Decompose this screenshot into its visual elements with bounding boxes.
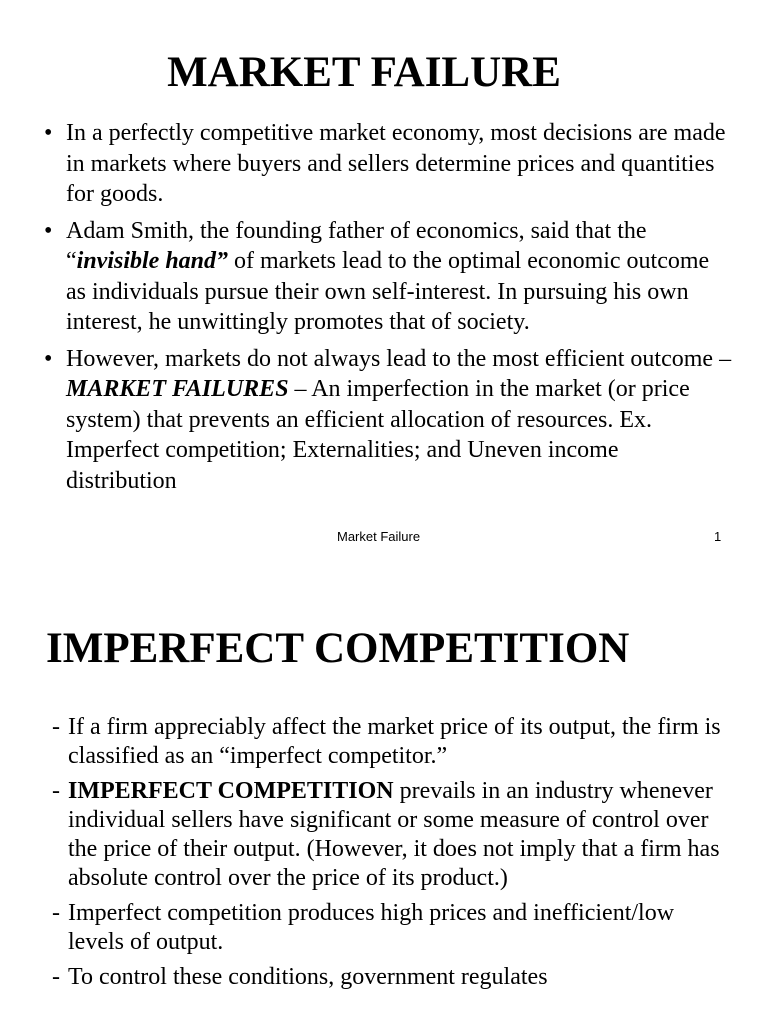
- dash-item: [52, 899, 722, 957]
- dash-list: [52, 713, 722, 998]
- bullet-list: [44, 118, 734, 502]
- dash-item: [52, 713, 722, 771]
- bullet-item: [44, 216, 734, 338]
- bullet-text-lead: Adam Smith, the founding father of economics, said that the “: [66, 217, 647, 274]
- dash-glyph: -: [52, 778, 60, 804]
- bullet-glyph: •: [44, 217, 53, 244]
- slide-title: MARKET FAILURE: [167, 49, 561, 96]
- bullet-text-lead: However, markets do not always lead to the most efficient outcome –: [66, 345, 732, 372]
- bullet-glyph: •: [44, 345, 53, 372]
- dash-glyph: -: [52, 714, 60, 740]
- dash-text: Imperfect competition produces high prices and inefficient/low levels of output.: [68, 900, 675, 955]
- footer-title: Market Failure: [337, 529, 421, 544]
- page-number: 1: [714, 529, 722, 544]
- emphasis-invisible-hand: invisible hand”: [76, 248, 229, 274]
- slide-title: IMPERFECT COMPETITION: [46, 625, 630, 672]
- bullet-text-rest: – An imperfection in the market (or price system) that prevents an efficient allocation of resources. Ex. Imperfect competition; Externalities; and Uneven income distribution: [66, 376, 690, 494]
- bullet-text: In a perfectly competitive market economy, most decisions are made in markets where buyers and sellers determine prices and quantities for goods.: [66, 120, 726, 207]
- dash-glyph: -: [52, 964, 60, 990]
- emphasis-market-failures: MARKET FAILURES: [66, 376, 289, 402]
- bullet-item: [44, 118, 734, 210]
- dash-glyph: -: [52, 900, 60, 926]
- bullet-item: [44, 344, 734, 497]
- emphasis-imperfect-competition: IMPERFECT COMPETITION: [68, 778, 394, 804]
- bullet-glyph: •: [44, 120, 53, 146]
- slide-imperfect-competition: [0, 556, 768, 1024]
- dash-item: [52, 777, 722, 893]
- dash-text: If a firm appreciably affect the market price of its output, the firm is classified as an “imperfect competitor.”: [68, 714, 721, 769]
- dash-item: [52, 963, 722, 992]
- dash-text-rest: prevails in an industry whenever individual sellers have significant or some measure of control over the price of their output. (However, it does not imply that a firm has absolute control over the price of its product.): [68, 778, 720, 891]
- bullet-text-rest: of markets lead to the optimal economic outcome as individuals pursue their own self-interest. In pursuing his own interest, he unwittingly promotes that of society.: [66, 248, 710, 335]
- dash-text: To control these conditions, government regulates: [68, 964, 548, 990]
